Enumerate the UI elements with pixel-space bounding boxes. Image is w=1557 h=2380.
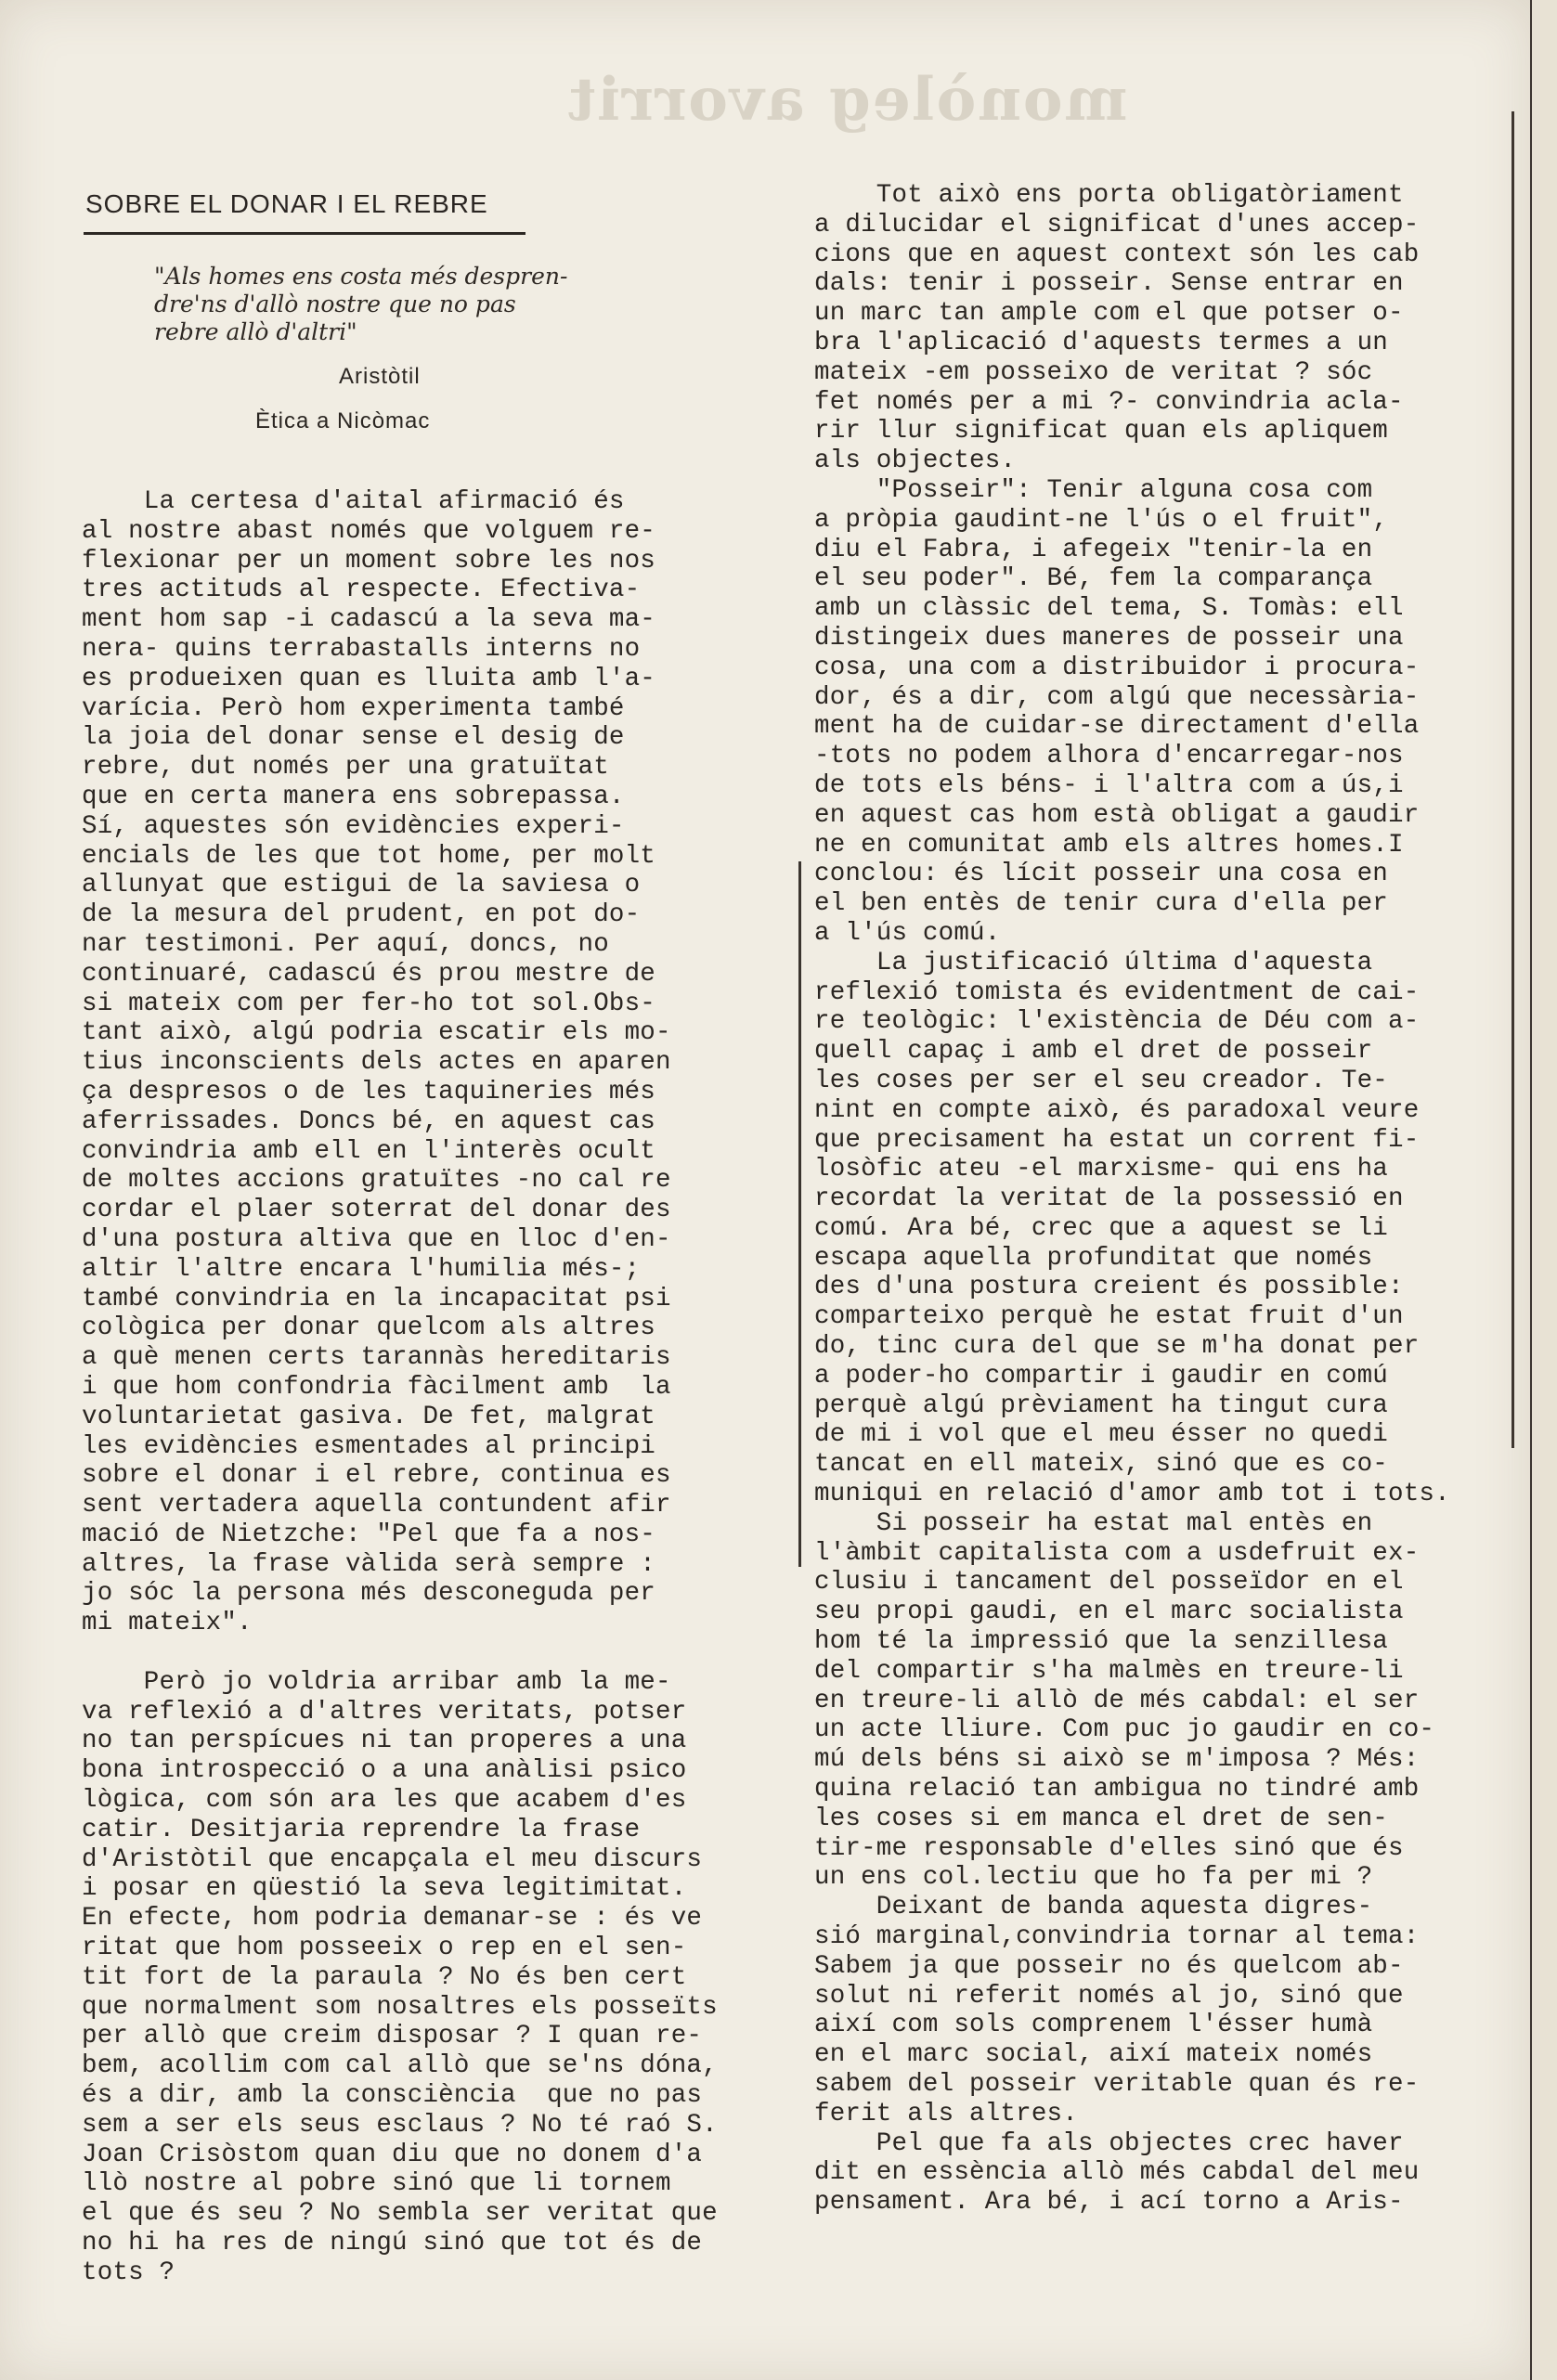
- left-column-text: La certesa d'aital afirmació és al nostre abast només que volguem re- flexionar per un moment sobre les nos tres actituds al respecte. Efectiva- ment hom sap -i cadascú a la seva ma- nera- quins terrabastalls interns no es produeixen quan es lluita amb l'a- varícia. Però hom experimenta també la joia del donar sense el desig de rebre, dut només per una gratuïtat que en certa manera ens sobrepassa. Sí, aquestes són evidències experi- encials de les que tot home, per molt allunyat que estigui de la saviesa o de la mesura del prudent, en pot do- nar testimoni. Per aquí, doncs, no continuaré, cadascú és prou mestre de si mateix com per fer-ho tot sol.Obs- tant això, algú podria escatir els mo- tius inconscients dels actes en aparen ça despresos o de les taquineries més aferrissades. Doncs bé, en aquest cas convindria amb ell en l'interès ocult de moltes accions gratuïtes -no cal re cordar el plaer soterrat del donar des d'una postura altiva que en lloc d'en- altir l'altre encara l'humilia més-; també convindria en la incapacitat psi cològica per donar quelcom als altres a què menen certs tarannàs hereditaris i que hom confondria fàcilment amb la voluntarietat gasiva. De fet, malgrat les evidències esmentades al principi sobre el donar i el rebre, continua es sent vertadera aquella contundent afir mació de Nietzche: "Pel que fa a nos- altres, la frase vàlida serà sempre : jo sóc la persona més desconeguda per mi mateix". Però jo voldria arribar amb la me- va reflexió a d'altres veritats, potser no tan perspícues ni tan properes a una bona introspecció o a una anàlisi psico lògica, com són ara les que acabem d'es catir. Desitjaria reprendre la frase d'Aristòtil que encapçala el meu discurs i posar en qüestió la seva legitimitat. En efecte, hom podria demanar-se : és ve ritat que hom posseeix o rep en el sen- tit fort de la paraula ? No és ben cert que normalment som nosaltres els posseïts per allò que creim disposar ? I quan re- bem, acollim com cal allò que se'ns dóna, és a dir, amb la consciència que no pas sem a ser els seus esclaus ? No té raó S. Joan Crisòstom quan diu que no donem d'a llò nostre al pobre sinó que li tornem el que és seu ? No sembla ser veritat que no hi ha res de ningú sinó que tot és de tots ?: [82, 487, 718, 2287]
- right-column-text: Tot això ens porta obligatòriament a dilucidar el significat d'unes accep- cions que en aquest context són les cab dals: tenir i posseir. Sense entrar en un marc tan ample com el que potser o- bra l'aplicació d'aquests termes a un mateix -em posseixo de veritat ? sóc fet només per a mi ?- convindria acla- rir llur significat quan els apliquem als objectes. "Posseir": Tenir alguna cosa com a pròpia gaudint-ne l'ús o el fruit", diu el Fabra, i afegeix "tenir-la en el seu poder". Bé, fem la comparança amb un clàssic del tema, S. Tomàs: ell distingeix dues maneres de posseir una cosa, una com a distribuidor i procura- dor, és a dir, com algú que necessària- ment ha de cuidar-se directament d'ella -tots no podem alhora d'encarregar-nos de tots els béns- i l'altra com a ús,i en aquest cas hom està obligat a gaudir ne en comunitat amb els altres homes.I conclou: és lícit posseir una cosa en el ben entès de tenir cura d'ella per a l'ús comú. La justificació última d'aquesta reflexió tomista és evidentment de cai- re teològic: l'existència de Déu com a- quell capaç i amb el dret de posseir les coses per ser el seu creador. Te- nint en compte això, és paradoxal veure que precisament ha estat un corrent fi- losòfic ateu -el marxisme- qui ens ha recordat la veritat de la possessió en comú. Ara bé, crec que a aquest se li escapa aquella profunditat que només des d'una postura creient és possible: comparteixo perquè he estat fruit d'un do, tinc cura del que se m'ha donat per a poder-ho compartir i gaudir en comú perquè algú prèviament ha tingut cura de mi i vol que el meu ésser no quedi tancat en ell mateix, sinó que es co- muniqui en relació d'amor amb tot i tots. Si posseir ha estat mal entès en l'àmbit capitalista com a usdefruit ex- clusiu i tancament del posseïdor en el seu propi gaudi, en el marc socialista hom té la impressió que la senzillesa del compartir s'ha malmès en treure-li en treure-li allò de més cabdal: el ser un acte lliure. Com puc jo gaudir en co- mú dels béns si això se m'imposa ? Més: quina relació tan ambigua no tindré amb les coses si em manca el dret de sen- tir-me responsable d'elles sinó que és un ens col.lectiu que ho fa per mi ? Deixant de banda aquesta digres- sió marginal,convindria tornar al tema: Sabem ja que posseir no és quelcom ab- solut ni referit només al jo, sinó que així com sols comprenem l'ésser humà en el marc social, així mateix només sabem del posseir veritable quan és re- ferit als altres. Pel que fa als objectes crec haver dit en essència allò més cabdal del meu pensament. Ara bé, i ací torno a Aris-: [814, 181, 1450, 2218]
- epigraph-author: Aristòtil: [339, 364, 421, 389]
- show-through-heading: monòleg avorrit: [566, 65, 1128, 135]
- right-margin-rule: [1512, 111, 1514, 1448]
- epigraph-quote: "Als homes ens costa més despren- dre'ns d'allò nostre que no pas rebre allò d'altri": [154, 263, 568, 345]
- title-underline: [84, 232, 525, 235]
- article-title: SOBRE EL DONAR I EL REBRE: [85, 189, 488, 218]
- adjacent-page-edge: [1530, 0, 1557, 2380]
- epigraph-source: Ètica a Nicòmac: [255, 408, 431, 433]
- column-margin-rule: [798, 861, 801, 1567]
